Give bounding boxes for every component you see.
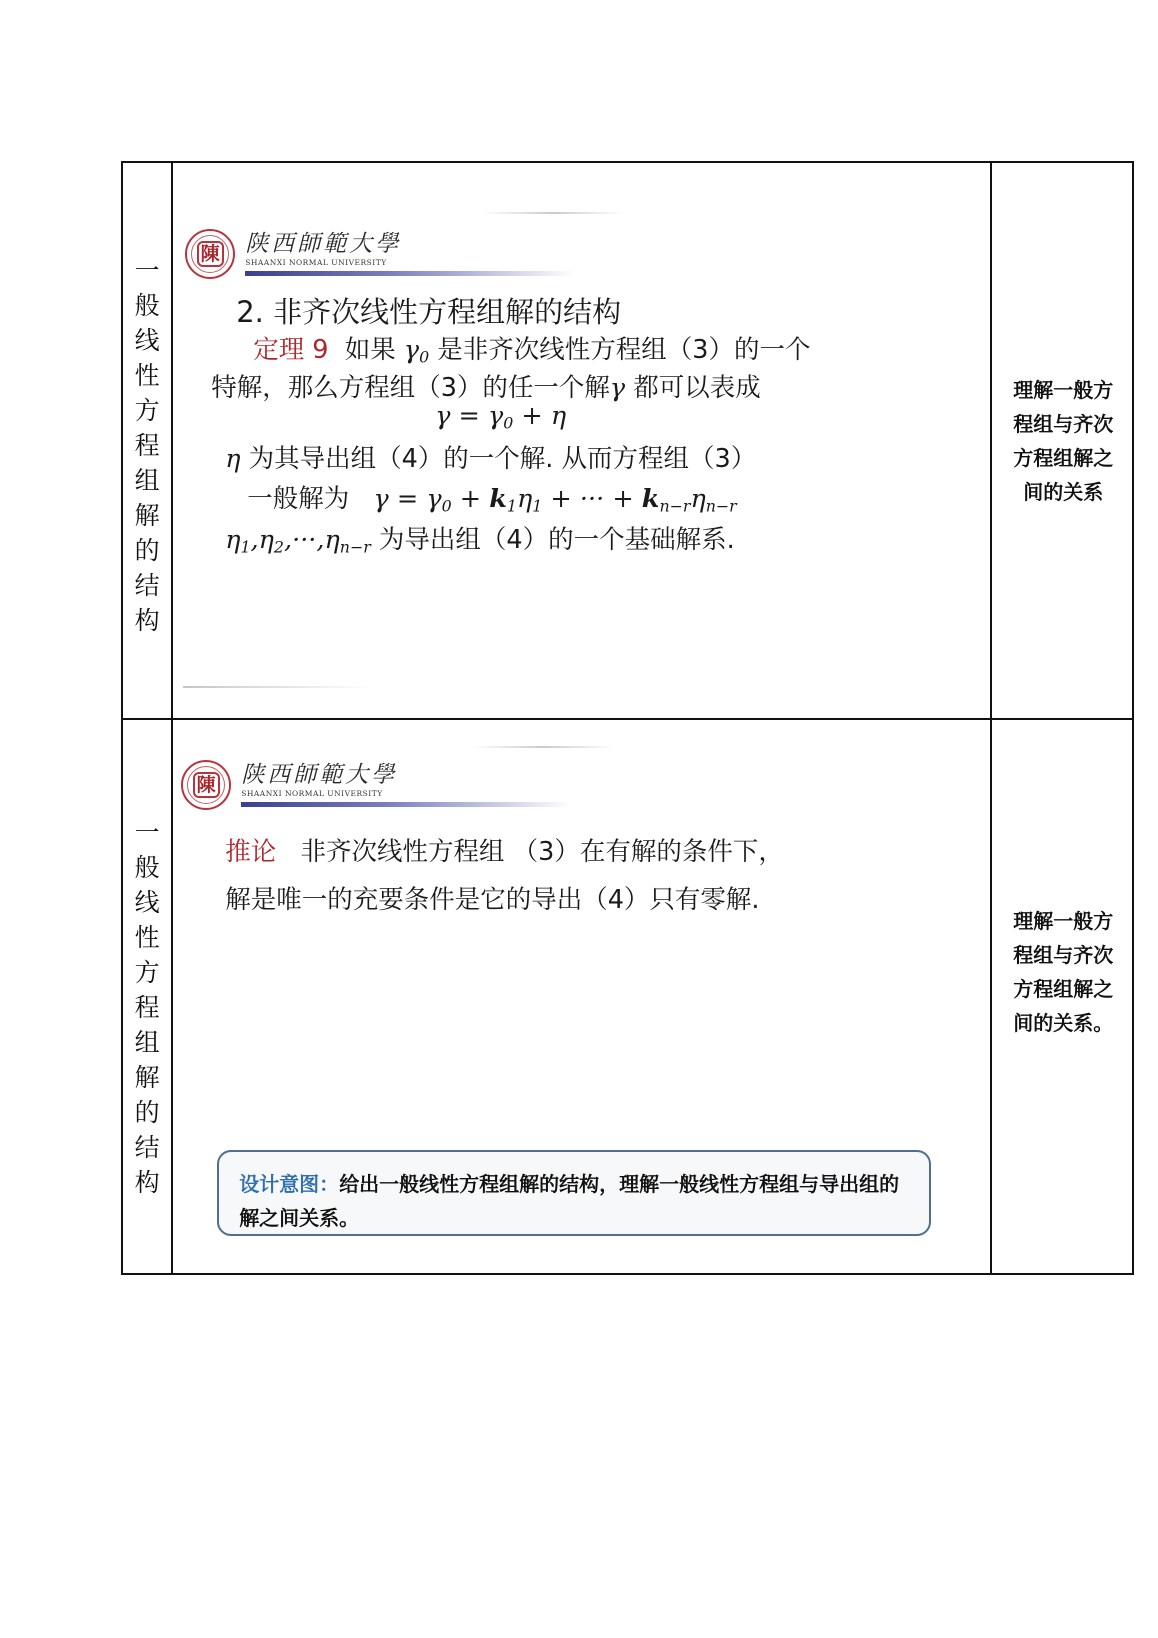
corollary-line-2: 解是唯一的充要条件是它的导出（4）只有零解.	[225, 885, 760, 915]
table-row	[122, 162, 1133, 719]
logo-name-en: SHAANXI NORMAL UNIVERSITY	[241, 789, 383, 798]
goal-cell	[991, 719, 1133, 1274]
goal-text: 理解一般方程组与齐次方程组解之间的关系	[1013, 378, 1114, 504]
theorem-line-1: 定理 9 如果 $\gamma_0$ 是非齐次线性方程组（3）的一个	[253, 335, 811, 367]
slide-top-line	[473, 746, 613, 748]
slide-image	[173, 720, 990, 1273]
logo-name-cn: 陕西師範大學	[241, 762, 398, 788]
logo-name-cn: 陕西師範大學	[245, 231, 402, 257]
theorem-line-2: 特解，那么方程组（3）的任一个解γ 都可以表成	[211, 373, 761, 403]
logo-underline-bar	[245, 271, 575, 276]
slide-title: 2. 非齐次线性方程组解的结构	[236, 295, 622, 329]
topic-text: 一 般 线 性 方 程 组 解 的 结 构	[134, 256, 160, 635]
logo-name-en: SHAANXI NORMAL UNIVERSITY	[245, 258, 387, 267]
university-seal-icon: 陳	[181, 760, 231, 810]
topic-cell	[122, 719, 172, 1274]
topic-text: 一 般 线 性 方 程 组 解 的 结 构	[134, 818, 160, 1197]
formula-particular: $\gamma = \gamma_0 + \eta$	[435, 401, 567, 433]
logo-underline-bar	[241, 802, 571, 807]
theorem-line-5: 一般解为 $\gamma = \gamma_0 + k_1\eta_1$ + ··· + $k_{n-r}\eta_{n-r}$	[247, 484, 737, 516]
table-row	[122, 719, 1133, 1274]
design-intent-text: 给出一般线性方程组解的结构，理解一般线性方程组与导出组的解之间关系。	[239, 1172, 900, 1230]
theorem-line-4: η 为其导出组（4）的一个解. 从而方程组（3）	[225, 444, 757, 474]
slide-image	[173, 163, 990, 718]
design-intent-box	[217, 1150, 931, 1236]
corollary-line-1: 推论 非齐次线性方程组 （3）在有解的条件下，	[225, 837, 784, 867]
slide-top-line	[483, 212, 623, 214]
theorem-line-6: $\eta_1,\eta_2,\cdot\cdot\cdot,\eta_{n-r}$ 为导出组（4）的一个基础解系.	[225, 525, 735, 557]
university-seal-icon: 陳	[185, 229, 235, 279]
goal-cell	[991, 162, 1133, 719]
slide-cell	[172, 719, 991, 1274]
topic-cell	[122, 162, 172, 719]
formula-general: $\gamma = \gamma_0$ +	[373, 484, 490, 516]
university-logo	[185, 229, 575, 279]
lesson-table	[121, 161, 1134, 1275]
theorem-label: 定理 9	[253, 335, 329, 365]
university-logo	[181, 760, 571, 810]
design-intent-label: 设计意图：	[239, 1172, 340, 1196]
slide-bottom-line	[183, 686, 373, 688]
goal-text: 理解一般方程组与齐次方程组解之间的关系。	[1013, 909, 1114, 1035]
slide-cell	[172, 162, 991, 719]
corollary-label: 推论	[225, 837, 277, 867]
